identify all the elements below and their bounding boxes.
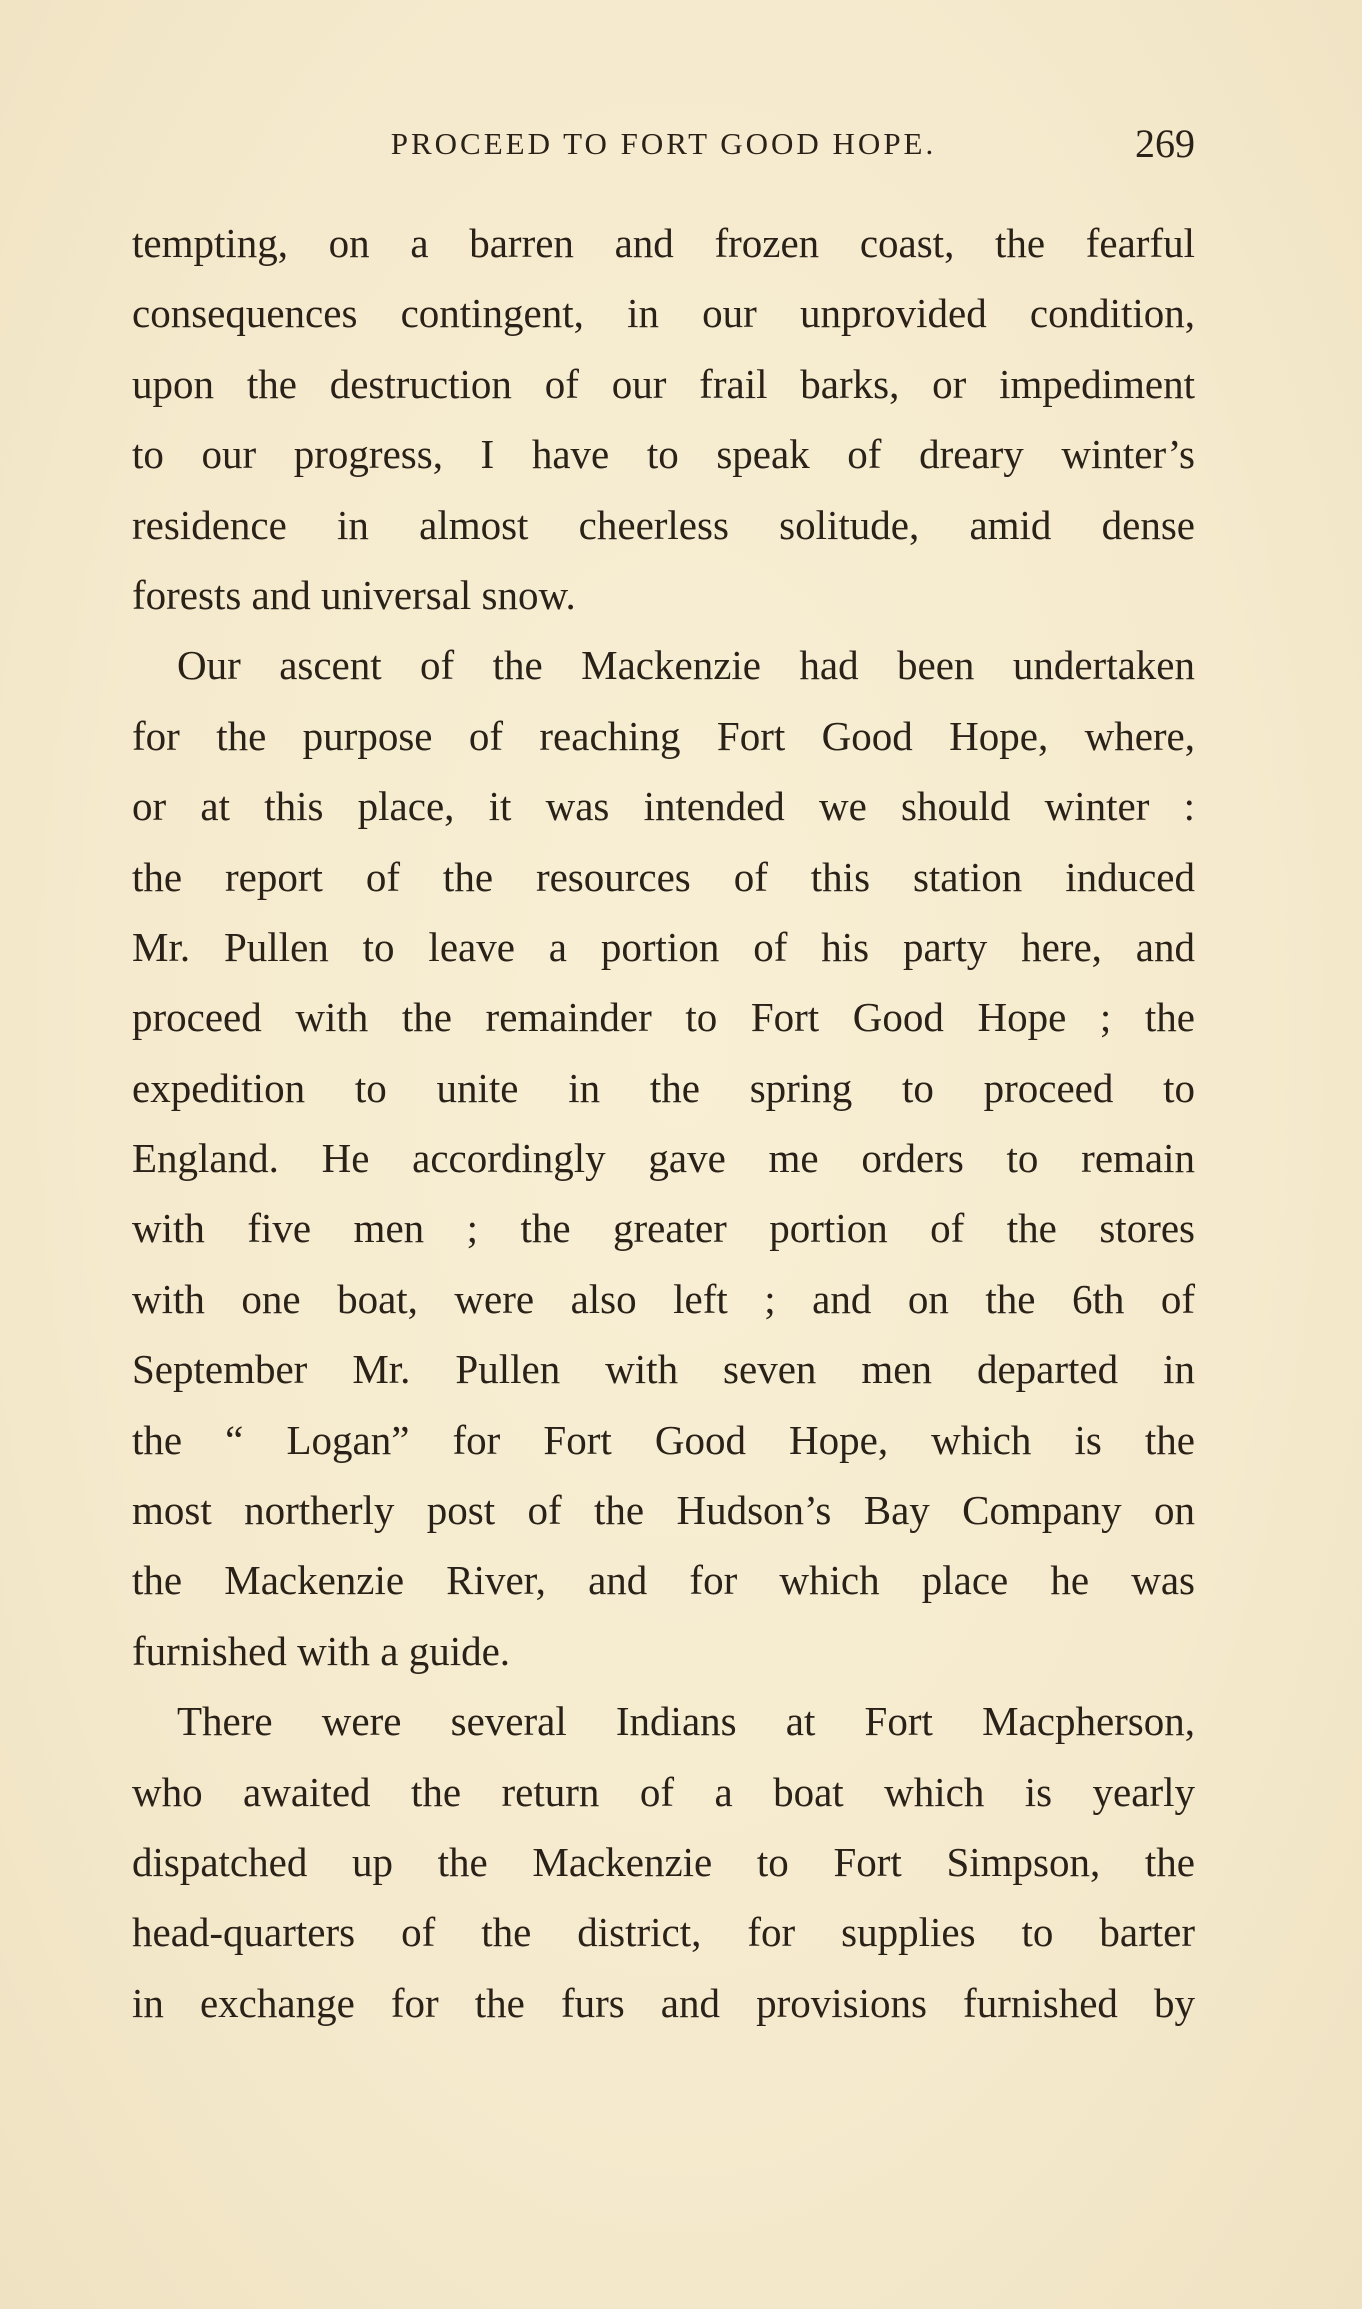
text-line: the report of the resources of this station induced — [132, 853, 1195, 900]
text-line: September Mr. Pullen with seven men departed in — [132, 1346, 1195, 1393]
text-line: in exchange for the furs and provisions furnished by — [132, 1979, 1195, 2026]
paragraph-first-line: There were several Indians at Fort Macpherson, — [177, 1698, 1195, 1745]
text-line: head-quarters of the district, for supplies to barter — [132, 1909, 1195, 1956]
text-line: proceed with the remainder to Fort Good Hope ; the — [132, 994, 1195, 1041]
text-line: forests and universal snow. — [132, 571, 576, 618]
text-line: to our progress, I have to speak of dreary winter’s — [132, 431, 1195, 478]
page-number: 269 — [1135, 121, 1195, 166]
text-line: the “ Logan” for Fort Good Hope, which is the — [132, 1416, 1195, 1463]
text-line: the Mackenzie River, and for which place he was — [132, 1557, 1195, 1604]
text-line: residence in almost cheerless solitude, amid dense — [132, 501, 1195, 548]
text-line: dispatched up the Mackenzie to Fort Simpson, the — [132, 1838, 1195, 1885]
running-head: PROCEED TO FORT GOOD HOPE. — [390, 126, 937, 161]
body-text — [132, 208, 1195, 2038]
paragraph-first-line: Our ascent of the Mackenzie had been undertaken — [177, 642, 1195, 689]
text-line: with one boat, were also left ; and on the 6th of — [132, 1275, 1195, 1322]
text-line: or at this place, it was intended we should winter : — [132, 783, 1195, 830]
text-line: furnished with a guide. — [132, 1627, 511, 1674]
text-line: with five men ; the greater portion of the stores — [132, 1205, 1195, 1252]
text-line: expedition to unite in the spring to proceed to — [132, 1064, 1195, 1111]
text-line: tempting, on a barren and frozen coast, the fearful — [132, 220, 1195, 266]
text-line: who awaited the return of a boat which is yearly — [132, 1768, 1195, 1815]
text-line: Mr. Pullen to leave a portion of his party here, and — [132, 923, 1195, 970]
text-line: consequences contingent, in our unprovided condition, — [132, 290, 1195, 337]
page-header — [132, 120, 1195, 168]
text-line: England. He accordingly gave me orders to remain — [132, 1135, 1195, 1182]
text-line: for the purpose of reaching Fort Good Hope, where, — [132, 712, 1195, 759]
text-line: most northerly post of the Hudson’s Bay Company on — [132, 1487, 1195, 1534]
text-line: upon the destruction of our frail barks, or impediment — [132, 360, 1195, 407]
